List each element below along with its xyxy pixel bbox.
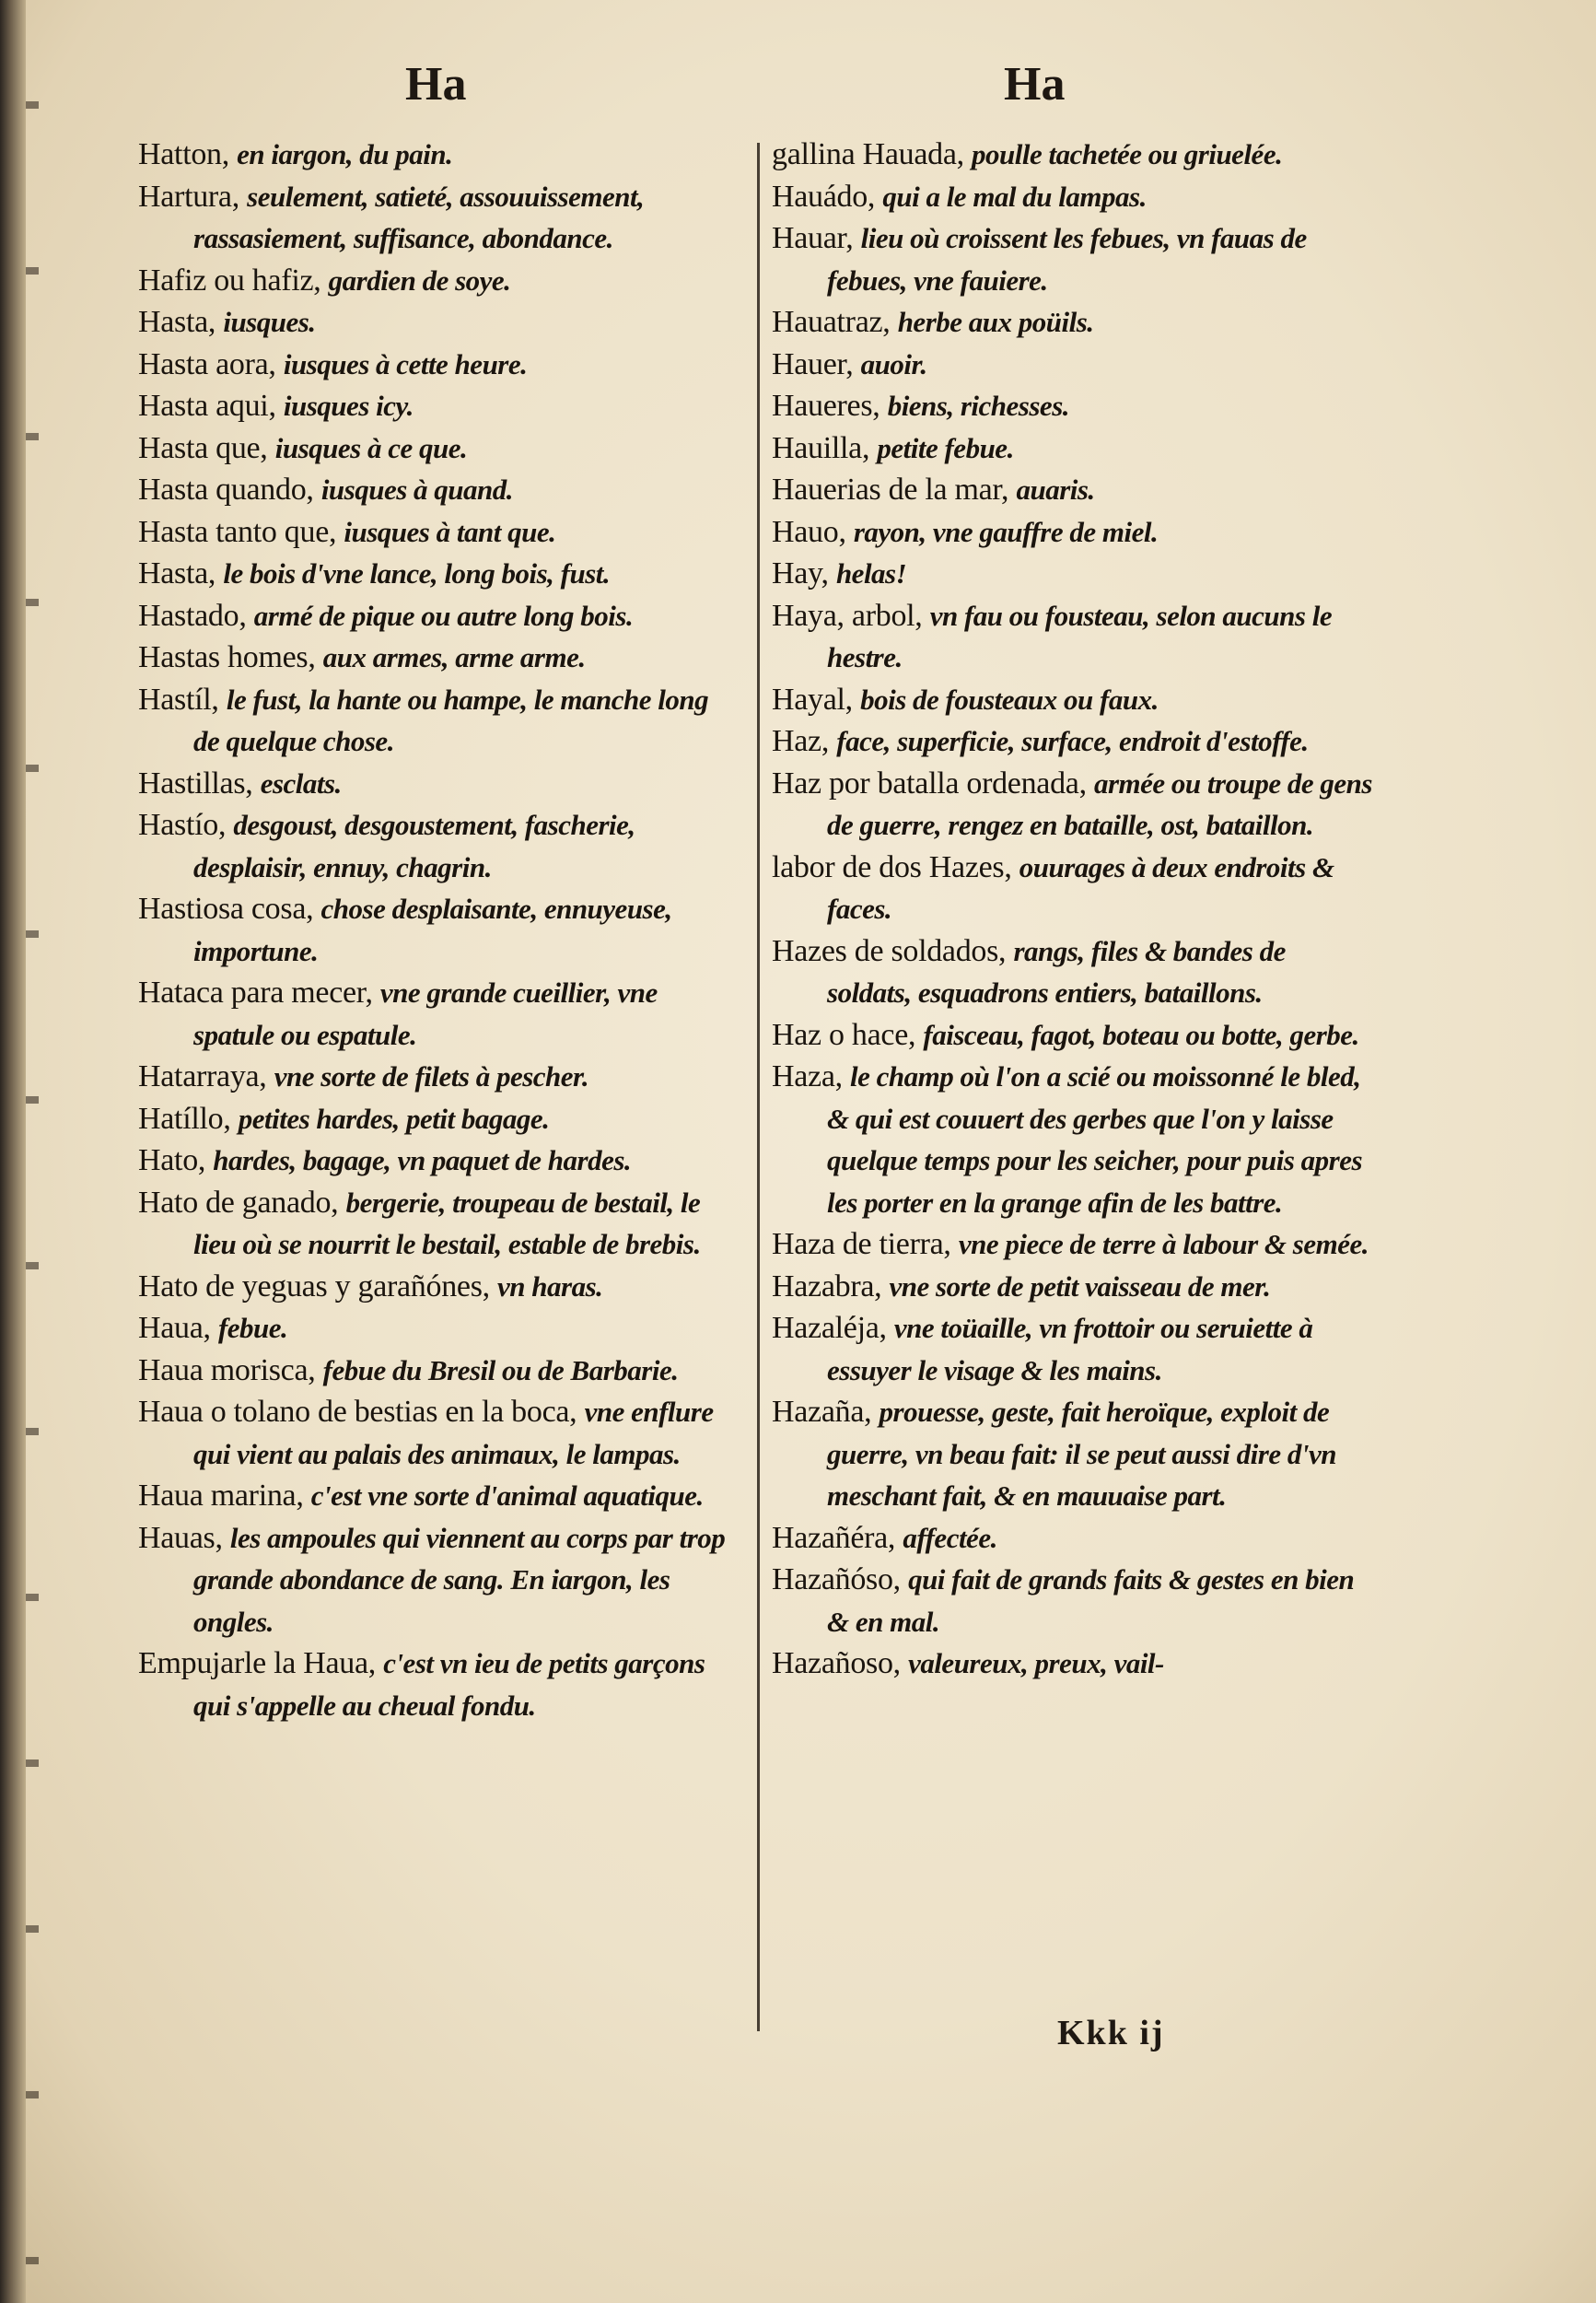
dictionary-entry [138,1350,737,1392]
dictionary-entry [772,1559,1375,1642]
dictionary-entry [772,1266,1375,1308]
entry-headword: Hay, [772,556,836,590]
dictionary-entry [138,679,737,763]
entry-definition: qui fait de grands faits & gestes en bien & en mal. [827,1563,1355,1638]
dictionary-entry [138,1266,737,1308]
entry-definition: en iargon, du pain. [237,138,453,170]
entry-definition: face, superficie, surface, endroit d'estoffe. [836,725,1309,757]
entry-headword: Hataca para mecer, [138,976,380,1010]
entry-headword: Hauo, [772,514,854,549]
dictionary-entry [138,595,737,637]
entry-definition: affectée. [903,1521,997,1554]
entry-definition: febue. [217,1312,288,1344]
entry-definition: gardien de soye. [328,263,511,297]
dictionary-entry [138,1391,737,1475]
dictionary-entry [138,553,737,595]
entry-headword: Hasta aora, [138,346,284,381]
dictionary-entry [772,1056,1375,1223]
entry-headword: Hazañéra, [772,1520,903,1555]
dictionary-entry [138,134,737,176]
entry-headword: Haua morisca, [138,1352,323,1387]
dictionary-entry [138,1182,737,1266]
dictionary-entry [138,469,737,511]
entry-headword: labor de dos Hazes, [772,849,1019,884]
dictionary-entry [772,1391,1375,1517]
entry-headword: Haueres, [772,389,888,423]
dictionary-entry [138,972,737,1056]
entry-headword: Hastas homes, [138,640,323,674]
entry-headword: Hasta, [138,556,224,590]
dictionary-entry [772,553,1375,595]
entry-headword: Empujarle la Haua, [138,1646,384,1680]
entry-headword: Haza, [772,1059,851,1093]
entry-definition: prouesse, geste, fait heroïque, exploit de guerre, vn beau fait: il se peut aussi dire d'vn meschant fait, & en mauuaise part. [827,1396,1336,1512]
entry-definition: bergerie, troupeau de bestail, le lieu où se nourrit le bestail, estable de brebis. [193,1186,701,1260]
book-gutter [0,0,26,2303]
entry-definition: hardes, bagage, vn paquet de hardes. [213,1144,632,1176]
dictionary-entry [772,1517,1375,1560]
entry-definition: les ampoules qui viennent au corps par trop grande abondance de sang. En iargon, les ongles. [193,1521,726,1638]
entry-headword: Hato de ganado, [138,1185,346,1220]
entry-definition: vne enflure qui vient au palais des animaux, le lampas. [193,1396,714,1470]
dictionary-entry [772,763,1375,847]
entry-definition: seulement, satieté, assouuissement, rassasiement, suffisance, abondance. [193,180,645,254]
entry-headword: Hasta, [138,305,224,339]
entry-definition: helas! [835,557,907,590]
entry-headword: Hazañóso, [772,1562,909,1596]
entry-headword: Hato, [138,1143,214,1177]
entry-definition: armée ou troupe de gens de guerre, rengez en bataille, ost, bataillon. [827,766,1372,841]
entry-definition: le champ où l'on a scié ou moissonné le bled, & qui est couuert des gerbes que l'on y laisse quelque temps pour les seicher, pour puis apres les porter en la grange afin de les battre. [827,1060,1363,1219]
dictionary-entry [138,1475,737,1517]
dictionary-entry [772,176,1375,218]
column-divider [757,143,760,2031]
dictionary-entry [138,1307,737,1350]
entry-definition: c'est vne sorte d'animal aquatique. [310,1479,704,1512]
entry-headword: Hazes de soldados, [772,933,1014,968]
entry-definition: armé de pique ou autre long bois. [253,599,634,632]
dictionary-entry [138,176,737,260]
dictionary-entry [138,301,737,344]
entry-headword: Hauas, [138,1520,230,1555]
entry-definition: vne grande cueillier, vne spatule ou espatule. [193,976,658,1051]
dictionary-entry [772,847,1375,930]
entry-definition: chose desplaisante, ennuyeuse, importune. [193,893,672,967]
entry-definition: iusques. [223,306,316,338]
dictionary-entry [772,720,1375,763]
entry-definition: vne piece de terre à labour & semée. [958,1228,1369,1260]
entry-definition: iusques icy. [283,390,414,422]
dictionary-entry [772,344,1375,386]
dictionary-entry [138,1642,737,1726]
dictionary-entry [138,1140,737,1182]
dictionary-entry [138,385,737,427]
entry-headword: Haza de tierra, [772,1227,959,1261]
dictionary-entry [772,511,1375,554]
entry-headword: Hazañoso, [772,1646,909,1680]
running-header-right: Ha [1004,58,1066,111]
dictionary-entry [772,217,1375,301]
entry-definition: auaris. [1016,473,1095,506]
entry-definition: rayon, vne gauffre de miel. [853,515,1159,548]
entry-headword: Haua marina, [138,1479,311,1513]
dictionary-entry [138,1098,737,1140]
dictionary-entry [772,469,1375,511]
entry-headword: Hasta aqui, [138,389,284,423]
left-column [138,134,737,1726]
entry-headword: gallina Hauada, [772,137,973,171]
dictionary-entry [772,301,1375,344]
entry-definition: febue du Bresil ou de Barbarie. [322,1353,679,1386]
entry-definition: iusques à quand. [320,473,514,506]
entry-definition: vn haras. [497,1269,603,1303]
entry-definition: vn fau ou fousteau, selon aucuns le hestre. [827,599,1333,673]
entry-definition: qui a le mal du lampas. [882,180,1147,213]
entry-headword: Hauar, [772,221,861,255]
entry-definition: esclats. [260,766,342,800]
entry-headword: Hatton, [138,137,238,171]
entry-headword: Hato de yeguas y garañónes, [138,1268,498,1303]
entry-headword: Hartura, [138,179,248,214]
entry-headword: Hauilla, [772,430,878,465]
entry-definition: iusques à ce que. [274,431,468,464]
entry-definition: iusques à cette heure. [283,347,528,380]
dictionary-entry [772,1642,1375,1685]
dictionary-entry [772,134,1375,176]
entry-definition: ouurages à deux endroits & faces. [827,850,1334,925]
dictionary-entry [138,344,737,386]
entry-headword: Haz, [772,724,837,758]
entry-definition: petites hardes, petit bagage. [238,1102,550,1135]
dictionary-entry [138,1056,737,1098]
entry-definition: iusques à tant que. [344,515,556,548]
entry-definition: herbe aux poüils. [897,306,1094,338]
entry-headword: Hazaña, [772,1395,880,1429]
dictionary-entry [138,511,737,554]
entry-definition: lieu où croissent les febues, vn fauas de febues, vne fauiere. [827,222,1307,297]
entry-headword: Hastío, [138,808,234,842]
dictionary-entry [138,427,737,470]
entry-headword: Hazaléja, [772,1311,894,1345]
entry-definition: bois de fousteaux ou faux. [860,683,1159,716]
entry-definition: desgoust, desgoustement, fascherie, desplaisir, ennuy, chagrin. [193,809,635,883]
entry-headword: Hayal, [772,682,861,717]
entry-headword: Hatíllo, [138,1101,239,1136]
dictionary-entry [772,930,1375,1014]
gutter-shadow [26,0,39,2303]
entry-headword: Hauatraz, [772,305,898,339]
entry-definition: valeureux, preux, vail- [908,1647,1164,1679]
entry-definition: vne sorte de filets à pescher. [274,1060,589,1093]
entry-headword: Haya, arbol, [772,598,930,633]
entry-headword: Hastado, [138,598,254,633]
entry-headword: Hatarraya, [138,1059,274,1093]
entry-definition: petite febue. [877,431,1014,464]
dictionary-entry [138,888,737,972]
right-column [772,134,1375,1685]
entry-headword: Hafiz ou hafiz, [138,263,329,298]
entry-headword: Haua, [138,1311,218,1345]
dictionary-entry [772,385,1375,427]
dictionary-entry [772,679,1375,721]
entry-definition: poulle tachetée ou griuelée. [972,138,1283,170]
entry-headword: Hastillas, [138,766,261,801]
entry-definition: auoir. [860,347,927,380]
dictionary-entry [772,1223,1375,1266]
running-header-left: Ha [405,58,467,111]
dictionary-entry [138,1517,737,1643]
entry-definition: biens, richesses. [887,390,1070,422]
entry-definition: vne toüaille, vn frottoir ou seruiette à essuyer le visage & les mains. [827,1312,1313,1386]
entry-headword: Hauer, [772,346,861,381]
entry-headword: Hazabra, [772,1268,890,1303]
dictionary-entry [772,427,1375,470]
entry-definition: le fust, la hante ou hampe, le manche long de quelque chose. [193,683,709,757]
entry-headword: Hasta quando, [138,473,321,507]
dictionary-entry [138,637,737,679]
signature-mark: Kkk ij [1057,2014,1165,2052]
dictionary-entry [772,1307,1375,1391]
dictionary-entry [138,804,737,888]
entry-definition: faisceau, fagot, boteau ou botte, gerbe. [923,1018,1359,1051]
entry-definition: vne sorte de petit vaisseau de mer. [889,1269,1271,1303]
entry-headword: Hastiosa cosa, [138,892,321,926]
entry-definition: rangs, files & bandes de soldats, esquadrons entiers, bataillons. [827,934,1286,1009]
entry-headword: Haua o tolano de bestias en la boca, [138,1395,585,1429]
entry-headword: Haz o hace, [772,1017,924,1052]
entry-headword: Hastíl, [138,682,227,717]
entry-definition: aux armes, arme arme. [322,641,586,673]
dictionary-entry [772,1014,1375,1057]
entry-headword: Hauádo, [772,179,883,214]
entry-headword: Haz por batalla ordenada, [772,766,1094,801]
entry-definition: c'est vn ieu de petits garçons qui s'appelle au cheual fondu. [193,1647,705,1722]
entry-headword: Hauerias de la mar, [772,473,1017,507]
dictionary-entry [138,260,737,302]
entry-definition: le bois d'vne lance, long bois, fust. [223,557,611,590]
entry-headword: Hasta tanto que, [138,514,344,549]
dictionary-entry [772,595,1375,679]
dictionary-entry [138,763,737,805]
entry-headword: Hasta que, [138,430,275,465]
